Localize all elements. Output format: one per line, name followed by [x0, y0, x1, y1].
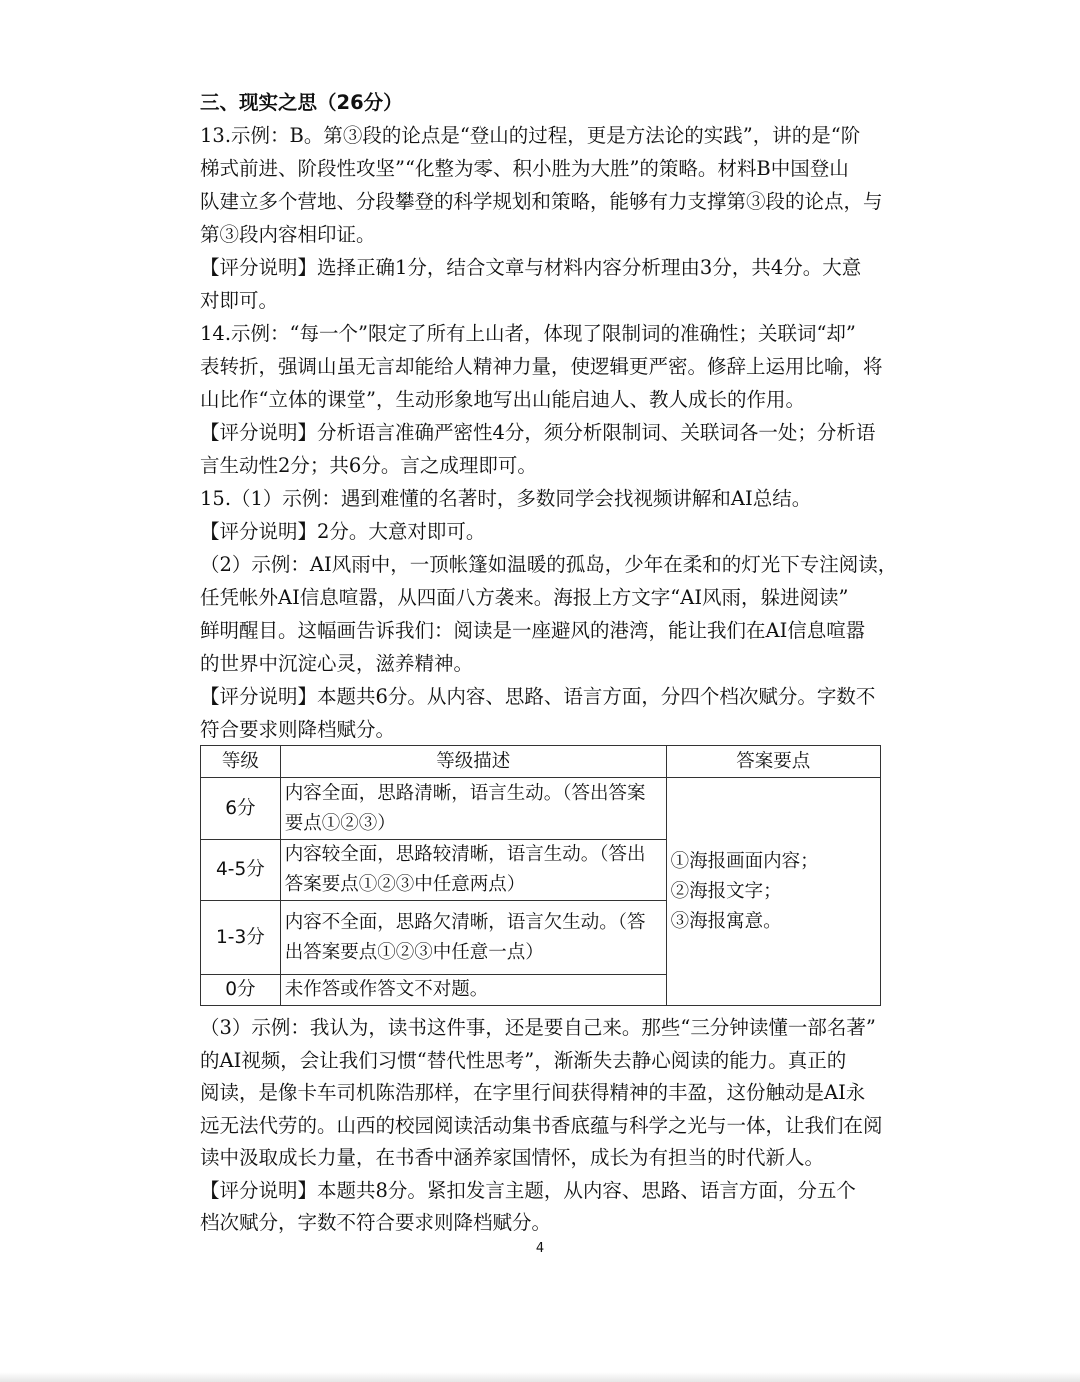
q15-part3-line: 阅读，是像卡车司机陈浩那样，在字里行间获得精神的丰盈，这份触动是AI永	[200, 1081, 866, 1104]
q14-scoring	[200, 416, 890, 482]
q13-answer	[200, 119, 890, 251]
q14-answer	[200, 317, 890, 416]
description-cell	[280, 778, 666, 840]
q15-part2-line: 鲜明醒目。这幅画告诉我们：阅读是一座避风的港湾，能让我们在AI信息喧嚣	[200, 619, 866, 642]
description-line: 要点①②③）	[284, 812, 396, 834]
header-key-points: 答案要点	[666, 746, 880, 778]
q15-part3-line: 远无法代劳的。山西的校园阅读活动集书香底蕴与科学之光与一体，让我们在阅	[200, 1113, 883, 1137]
q14-scoring-line: 【评分说明】分析语言准确严密性4分，须分析限制词、关联词各一处；分析语	[200, 421, 876, 444]
q15-part3-line: 的AI视频，会让我们习惯“替代性思考”，渐渐失去静心阅读的能力。真正的	[200, 1048, 847, 1072]
q15-part3-line: （3）示例：我认为，读书这件事，还是要自己来。那些“三分钟读懂一部名著”	[200, 1016, 876, 1039]
grade-cell: 4-5分	[201, 840, 281, 901]
description-line: 答案要点①②③中任意两点）	[284, 874, 526, 895]
q13-scoring-line: 【评分说明】选择正确1分，结合文章与材料内容分析理由3分，共4分。大意	[200, 256, 862, 279]
description-line: 内容全面，思路清晰，语言生动。（答出答案	[284, 782, 646, 804]
q14-line: 表转折，强调山虽无言却能给人精神力量，使逻辑更严密。修辞上运用比喻，将	[200, 355, 883, 378]
description-line: 未作答或作答文不对题。	[284, 979, 489, 1000]
grading-table	[200, 745, 881, 1006]
q15-part2-line: 任凭帐外AI信息喧嚣，从四面八方袭来。海报上方文字“AI风雨，躲进阅读”	[200, 586, 849, 609]
grade-cell: 6分	[201, 778, 281, 840]
key-point: ③海报寓意。	[670, 910, 782, 932]
q15-part2-scoring	[200, 680, 890, 746]
q14-line: 14.示例：“每一个”限定了所有上山者，体现了限制词的准确性；关联词“却”	[200, 322, 856, 345]
q13-scoring-line: 对即可。	[200, 289, 279, 312]
q13-line: 第③段内容相印证。	[200, 223, 376, 246]
table-row	[201, 778, 881, 840]
q15-part3-line: 读中汲取成长力量，在书香中涵养家国情怀，成长为有担当的时代新人。	[200, 1146, 825, 1169]
q15-part3-scoring-line: 【评分说明】本题共8分。紧扣发言主题，从内容、思路、语言方面，分五个	[200, 1178, 856, 1202]
header-grade: 等级	[201, 746, 281, 778]
q15-part3-scoring-line: 档次赋分，字数不符合要求则降档赋分。	[200, 1211, 552, 1234]
header-description: 等级描述	[280, 746, 666, 778]
grade-cell: 0分	[201, 975, 281, 1006]
section-title: 三、现实之思（26分）	[200, 91, 403, 114]
q14-scoring-line: 言生动性2分；共6分。言之成理即可。	[200, 454, 537, 477]
key-point: ②海报文字；	[670, 880, 782, 902]
q15-part1: 15.（1）示例：遇到难懂的名著时，多数同学会找视频讲解和AI总结。	[200, 487, 812, 510]
table-header-row	[201, 746, 881, 778]
q15-part2-line: 的世界中沉淀心灵，滋养精神。	[200, 652, 474, 675]
description-line: 内容较全面，思路较清晰，语言生动。（答出	[284, 844, 646, 865]
description-cell	[280, 840, 666, 901]
q14-line: 山比作“立体的课堂”，生动形象地写出山能启迪人、教人成长的作用。	[200, 388, 805, 411]
description-line: 出答案要点①②③中任意一点）	[284, 941, 544, 963]
key-points-cell	[666, 778, 880, 1006]
q15-part2-scoring-line: 符合要求则降档赋分。	[200, 718, 396, 741]
page-number: 4	[535, 1241, 545, 1256]
q15-part2	[200, 548, 898, 680]
q15-part3	[200, 1012, 890, 1175]
scan-edge-shadow	[0, 1372, 1080, 1382]
grade-cell: 1-3分	[201, 901, 281, 975]
q15-part3-scoring	[200, 1175, 890, 1240]
description-cell	[280, 975, 666, 1006]
q15-part1-scoring: 【评分说明】2分。大意对即可。	[200, 520, 486, 543]
main-content	[200, 86, 898, 746]
q15-part2-scoring-line: 【评分说明】本题共6分。从内容、思路、语言方面，分四个档次赋分。字数不	[200, 685, 876, 708]
key-point: ①海报画面内容；	[670, 850, 819, 872]
q15-part3-section	[200, 1012, 890, 1240]
q13-scoring	[200, 251, 890, 317]
q15-part2-line: （2）示例：AI风雨中，一顶帐篷如温暖的孤岛，少年在柔和的灯光下专注阅读，	[200, 553, 898, 576]
description-cell	[280, 901, 666, 975]
q13-line: 13.示例：B。第③段的论点是“登山的过程，更是方法论的实践”，讲的是“阶	[200, 124, 861, 147]
description-line: 内容不全面，思路欠清晰，语言欠生动。（答	[284, 911, 646, 933]
q13-line: 队建立多个营地、分段攀登的科学规划和策略，能够有力支撑第③段的论点，与	[200, 190, 883, 213]
q13-line: 梯式前进、阶段性攻坚”“化整为零、积小胜为大胜”的策略。材料B中国登山	[200, 157, 849, 180]
